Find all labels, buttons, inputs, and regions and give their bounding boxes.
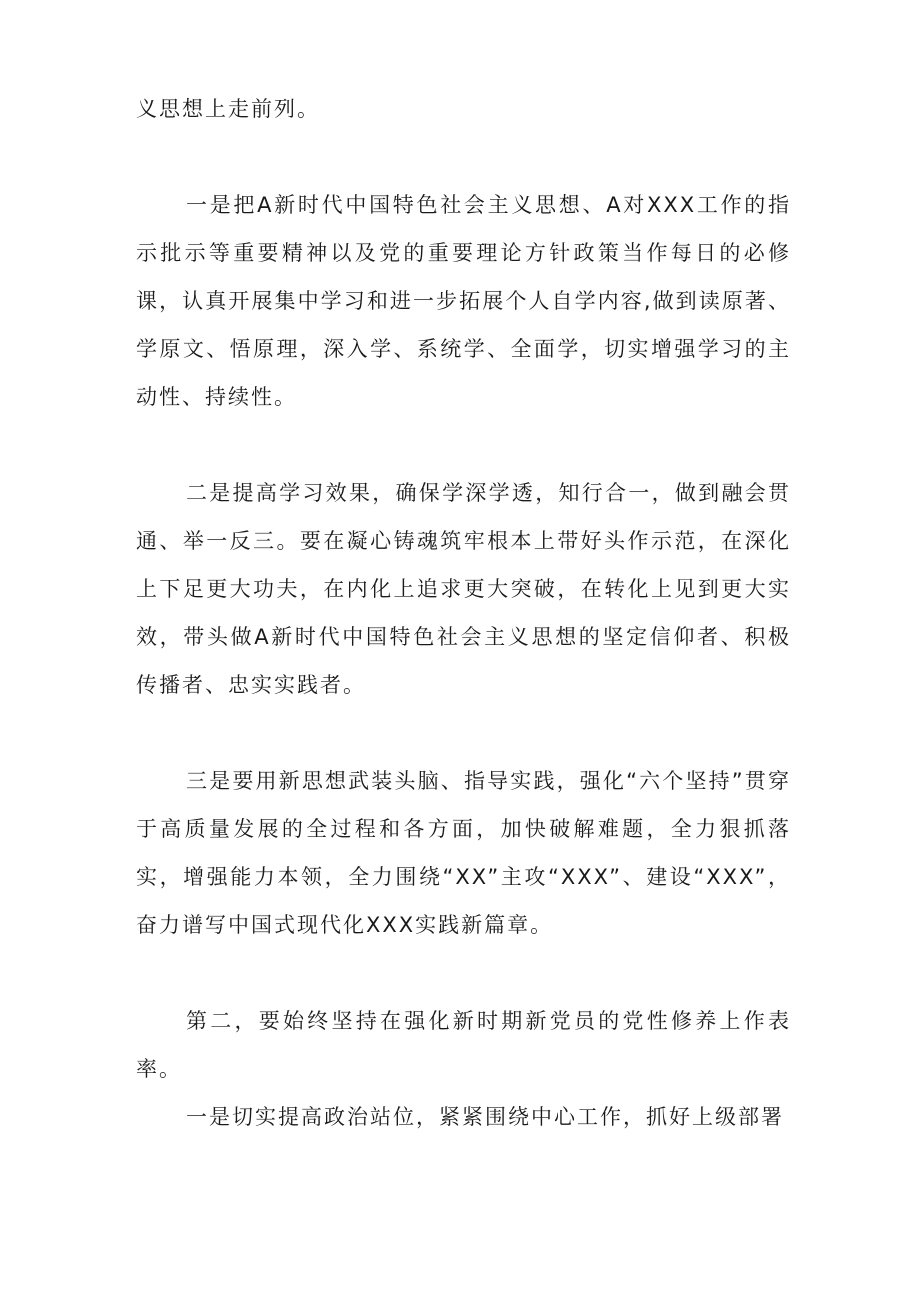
paragraph-point-one-political: 一是切实提高政治站位，紧紧围绕中心工作，抓好上级部署 bbox=[186, 1105, 784, 1129]
paragraph-continuation: 义思想上走前列。 bbox=[136, 97, 320, 121]
paragraph-point-three-practice: 三是要用新思想武装头脑、指导实践，强化“六个坚持”贯穿于高质量发展的全过程和各方面，加快破解难题，全力狠抓落实，增强能力本领，全力围绕“XX”主攻“XXX”、建设“XXX”，奋力谱写中国式现代化XXX实践新篇章。 bbox=[136, 769, 791, 937]
paragraph-point-one-study: 一是把A新时代中国特色社会主义思想、A对XXX工作的指示批示等重要精神以及党的重要理论方针政策当作每日的必修课，认真开展集中学习和进一步拓展个人自学内容,做到读原著、学原文、悟原理，深入学、系统学、全面学，切实增强学习的主动性、持续性。 bbox=[136, 193, 791, 409]
paragraph-point-two-effect: 二是提高学习效果，确保学深学透，知行合一，做到融会贯通、举一反三。要在凝心铸魂筑牢根本上带好头作示范，在深化上下足更大功夫，在内化上追求更大突破，在转化上见到更大实效，带头做A新时代中国特色社会主义思想的坚定信仰者、积极传播者、忠实实践者。 bbox=[136, 481, 791, 697]
section-heading-second: 第二，要始终坚持在强化新时期新党员的党性修养上作表率。 bbox=[136, 1009, 791, 1081]
